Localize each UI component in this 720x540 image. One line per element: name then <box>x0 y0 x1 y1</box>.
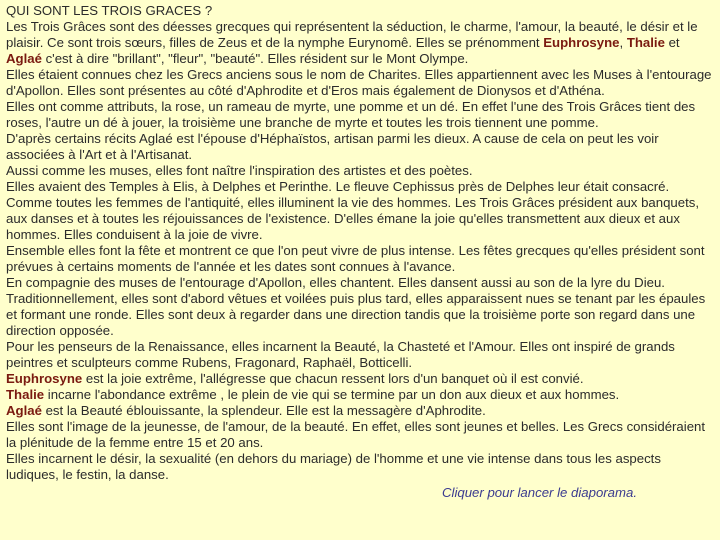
paragraph-temples: Elles avaient des Temples à Elis, à Delphes et Perinthe. Le fleuve Cephissus près de Delphes leur était consacré. <box>6 179 670 194</box>
thalie-desc: incarne l'abondance extrême , le plein de vie qui se termine par un don aux dieux et aux hommes. <box>44 387 620 402</box>
name-aglae: Aglaé <box>6 51 42 66</box>
paragraph-thalie <box>6 387 716 403</box>
name-euphrosyne: Euphrosyne <box>543 35 620 50</box>
name-aglae-2: Aglaé <box>6 403 42 418</box>
paragraph-intro <box>6 19 716 67</box>
paragraph-banquets: Comme toutes les femmes de l'antiquité, elles illuminent la vie des hommes. Les Trois Grâces président aux banquets, aux danses et à toutes les réjouissances de l'existence. D'elles émane la joie qu'elles transmettent aux dieux et aux hommes. Elles conduisent à la joie de vivre. <box>6 195 699 242</box>
intro-text: Les Trois Grâces sont des déesses grecques qui représentent la séduction, le charme, l'amour, la beauté, le désir et le plaisir. Ce sont trois sœurs, filles de Zeus et de la nymphe Eurynomê. Elles se prénomment <box>6 19 698 50</box>
paragraph-aglae <box>6 403 716 419</box>
euphrosyne-desc: est la joie extrême, l'allégresse que chacun ressent lors d'un banquet où il est convié. <box>82 371 584 386</box>
paragraph-euphrosyne <box>6 371 716 387</box>
name-euphrosyne-2: Euphrosyne <box>6 371 83 386</box>
launch-slideshow-link[interactable]: Cliquer pour lancer le diaporama. <box>442 485 637 500</box>
paragraph-charites: Elles étaient connues chez les Grecs anciens sous le nom de Charites. Elles appartiennent avec les Muses à l'entourage d'Apollon. Elles sont présentes au côté d'Aphrodite et d'Eros mais également de Dionysos et d'Athéna. <box>6 67 712 98</box>
paragraph-inspiration: Aussi comme les muses, elles font naître l'inspiration des artistes et des poètes. <box>6 163 473 178</box>
intro-comma: , <box>619 35 624 50</box>
paragraph-renaissance: Pour les penseurs de la Renaissance, elles incarnent la Beauté, la Chasteté et l'Amour. Elles ont inspiré de grands peintres et sculpteurs comme Rubens, Fragonard, Raphaël, Botticelli. <box>6 339 675 370</box>
paragraph-youth: Elles sont l'image de la jeunesse, de l'amour, de la beauté. En effet, elles sont jeunes et belles. Les Grecs considéraient la plénitude de la femme entre 15 et 20 ans. <box>6 419 706 450</box>
paragraph-attributes: Elles ont comme attributs, la rose, un rameau de myrte, une pomme et un dé. En effet l'une des Trois Grâces tient des roses, l'autre un dé à jouer, la troisième une branche de myrte et toutes les trois tiennent une pomme. <box>6 99 696 130</box>
paragraph-hephaistos: D'après certains récits Aglaé est l'épouse d'Héphaïstos, artisan parmi les dieux. A cause de cela on peut les voir associées à l'Art et à l'Artisanat. <box>6 131 659 162</box>
intro-meaning: c'est à dire "brillant", "fleur", "beauté". Elles résident sur le Mont Olympe. <box>41 51 469 66</box>
name-thalie-2: Thalie <box>6 387 45 402</box>
paragraph-fetes: Ensemble elles font la fête et montrent ce que l'on peut vivre de plus intense. Les fêtes grecques qu'elles président sont prévues à certains moments de l'année et les dates sont connues à l'avance. <box>6 243 705 274</box>
page-title: QUI SONT LES TROIS GRACES ? <box>6 3 213 18</box>
paragraph-dance: En compagnie des muses de l'entourage d'Apollon, elles chantent. Elles dansent aussi au son de la lyre du Dieu. Traditionnellement, elles sont d'abord vêtues et voilées puis plus tard, elles apparaissent nues se tenant par les épaules et formant une ronde. Elles sont deux à regarder dans une direction tandis que la troisième porte son regard dans une direction opposée. <box>6 275 706 338</box>
aglae-desc: est la Beauté éblouissante, la splendeur. Elle est la messagère d'Aphrodite. <box>41 403 486 418</box>
intro-and: et <box>664 35 680 50</box>
name-thalie: Thalie <box>626 35 665 50</box>
paragraph-desire: Elles incarnent le désir, la sexualité (en dehors du mariage) de l'homme et une vie intense dans tous les aspects ludiques, le festin, la danse. <box>6 451 661 482</box>
